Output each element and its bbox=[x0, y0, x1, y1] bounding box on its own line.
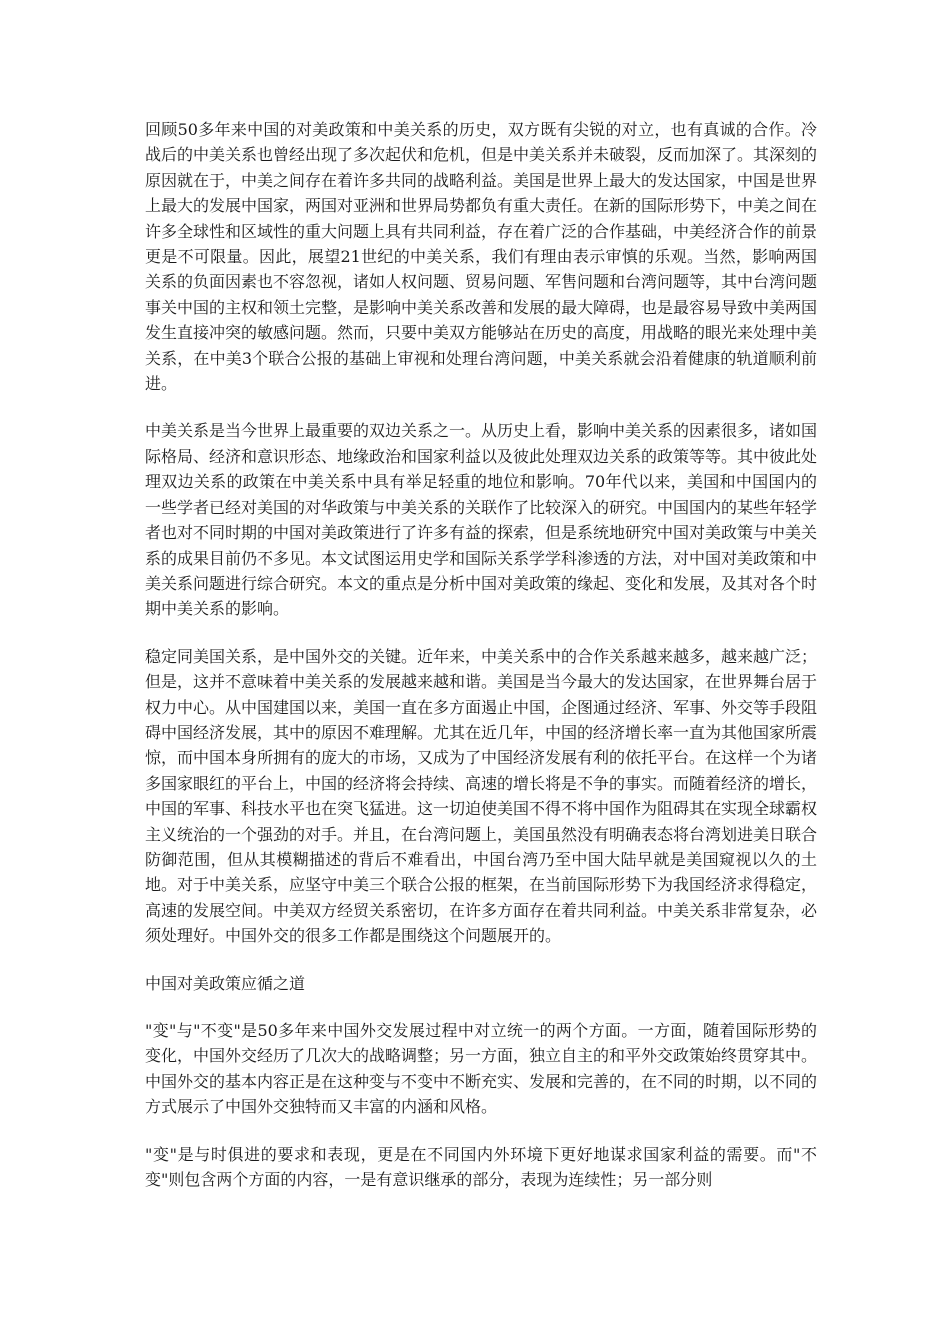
section-heading: 中国对美政策应循之道 bbox=[145, 973, 306, 993]
paragraph-1: 回顾50多年来中国的对美政策和中美关系的历史，双方既有尖锐的对立，也有真诚的合作。冷战后的中美关系也曾经出现了多次起伏和危机，但是中美关系并未破裂，反而加深了。其深刻的原因就在于，中美之间存在着许多共同的战略利益。美国是世界上最大的发达国家，中国是世界上最大的发展中国家，两国对亚洲和世界局势都负有重大责任。在新的国际形势下，中美之间在许多全球性和区域性的重大问题上具有共同利益，存在着广泛的合作基础，中美经济合作的前景更是不可限量。因此，展望21世纪的中美关系，我们有理由表示审慎的乐观。当然，影响两国关系的负面因素也不容忽视，诸如人权问题、贸易问题、军售问题和台湾问题等，其中台湾问题事关中国的主权和领土完整，是影响中美关系改善和发展的最大障碍，也是最容易导致中美两国发生直接冲突的敏感问题。然而，只要中美双方能够站在历史的高度，用战略的眼光来处理中美关系，在中美3个联合公报的基础上审视和处理台湾问题，中美关系就会沿着健康的轨道顺利前进。 bbox=[145, 120, 818, 394]
document-body bbox=[145, 117, 817, 1214]
paragraph-2: 中美关系是当今世界上最重要的双边关系之一。从历史上看，影响中美关系的因素很多，诸如国际格局、经济和意识形态、地缘政治和国家利益以及彼此处理双边关系的政策等等。其中彼此处理双边关系的政策在中美关系中具有举足轻重的地位和影响。70年代以来，美国和中国国内的一些学者已经对美国的对华政策与中美关系的关联作了比较深入的研究。中国国内的某些年轻学者也对不同时期的中国对美政策进行了许多有益的探索，但是系统地研究中国对美政策与中美关系的成果目前仍不多见。本文试图运用史学和国际关系学学科渗透的方法，对中国对美政策和中美关系问题进行综合研究。本文的重点是分析中国对美政策的缘起、变化和发展，及其对各个时期中美关系的影响。 bbox=[145, 421, 818, 619]
paragraph-4: "变"与"不变"是50多年来中国外交发展过程中对立统一的两个方面。一方面，随着国际形势的变化，中国外交经历了几次大的战略调整；另一方面，独立自主的和平外交政策始终贯穿其中。中国外交的基本内容正是在这种变与不变中不断充实、发展和完善的，在不同的时期，以不同的方式展示了中国外交独特而又丰富的内涵和风格。 bbox=[145, 1021, 818, 1117]
paragraph-5: "变"是与时俱进的要求和表现，更是在不同国内外环境下更好地谋求国家利益的需要。而"不变"则包含两个方面的内容，一是有意识继承的部分，表现为连续性；另一部分则 bbox=[145, 1144, 817, 1190]
paragraph-3: 稳定同美国关系，是中国外交的关键。近年来，中美关系中的合作关系越来越多，越来越广泛；但是，这并不意味着中美关系的发展越来越和谐。美国是当今最大的发达国家，在世界舞台居于权力中心。从中国建国以来，美国一直在多方面遏止中国，企图通过经济、军事、外交等手段阻碍中国经济发展，其中的原因不难理解。尤其在近几年，中国的经济增长率一直为其他国家所震惊，而中国本身所拥有的庞大的市场，又成为了中国经济发展有利的依托平台。在这样一个为诸多国家眼红的平台上，中国的经济将会持续、高速的增长将是不争的事实。而随着经济的增长，中国的军事、科技水平也在突飞猛进。这一切迫使美国不得不将中国作为阻碍其在实现全球霸权主义统治的一个强劲的对手。并且，在台湾问题上，美国虽然没有明确表态将台湾划进美日联合防御范围，但从其模糊描述的背后不难看出，中国台湾乃至中国大陆早就是美国窥视以久的土地。对于中美关系，应坚守中美三个联合公报的框架，在当前国际形势下为我国经济求得稳定，高速的发展空间。中美双方经贸关系密切，在许多方面存在着共同利益。中美关系非常复杂，必须处理好。中国外交的很多工作都是围绕这个问题展开的。 bbox=[145, 646, 818, 946]
